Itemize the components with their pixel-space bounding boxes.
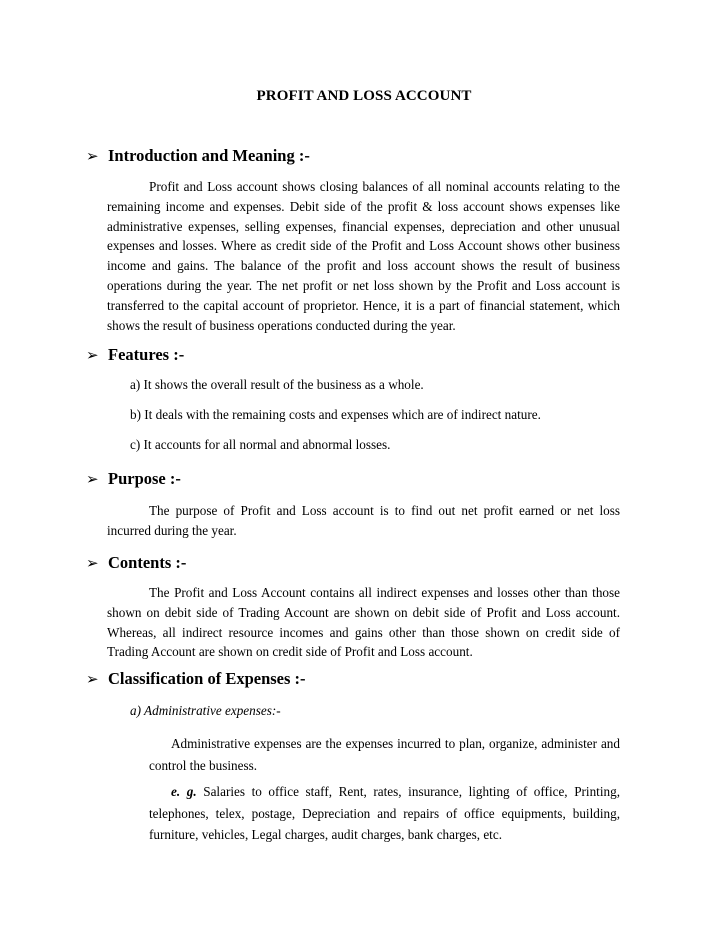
feature-item: c) It accounts for all normal and abnormal losses.	[130, 437, 391, 452]
page-title: PROFIT AND LOSS ACCOUNT	[256, 88, 472, 104]
arrow-bullet-icon: ➢	[86, 672, 99, 688]
section-heading-features	[86, 345, 184, 365]
feature-item: a) It shows the overall result of the business as a whole.	[130, 377, 424, 392]
heading-text: Introduction and Meaning :-	[108, 146, 310, 165]
sub-heading-administrative-expenses: a) Administrative expenses:-	[130, 703, 281, 718]
purpose-paragraph: The purpose of Profit and Loss account is to find out net profit earned or net loss incurred during the year.	[107, 503, 620, 538]
arrow-bullet-icon: ➢	[86, 348, 99, 364]
contents-paragraph: The Profit and Loss Account contains all indirect expenses and losses other than those shown on debit side of Trading Account are shown on debit side of Profit and Loss account. Whereas, all indirect resource incomes and gains other than those shown on credit side of Trading Account are shown on credit side of Profit and Loss account.	[107, 585, 620, 660]
administrative-expenses-example: e. g. Salaries to office staff, Rent, rates, insurance, lighting of office, Printing, telephones, telex, postage, Depreciation and repairs of office equipments, building, furniture, vehicles, Legal charges, audit charges, bank charges, etc.	[149, 784, 620, 843]
heading-text: Contents :-	[108, 553, 187, 572]
section-heading-contents	[86, 553, 186, 573]
heading-text: Features :-	[108, 345, 185, 364]
introduction-paragraph: Profit and Loss account shows closing balances of all nominal accounts relating to the remaining income and expenses. Debit side of the profit & loss account shows expenses like administrative expenses, selling expenses, financial expenses, depreciation and other unusual expenses and losses. Where as credit side of the Profit and Loss Account shows other business income and gains. The balance of the profit and loss account shows the result of business operations during the year. The net profit or net loss shown by the Profit and Loss account is transferred to the capital account of proprietor. Hence, it is a part of financial statement, which shows the result of business operations conducted during the year.	[107, 179, 620, 333]
arrow-bullet-icon: ➢	[86, 556, 99, 572]
section-heading-introduction	[86, 146, 310, 166]
arrow-bullet-icon: ➢	[86, 472, 99, 488]
administrative-expenses-definition: Administrative expenses are the expenses incurred to plan, organize, administer and control the business.	[149, 736, 620, 773]
section-heading-classification	[86, 669, 306, 689]
arrow-bullet-icon: ➢	[86, 149, 99, 165]
example-label: e. g.	[171, 784, 197, 799]
section-heading-purpose	[86, 469, 181, 489]
heading-text: Classification of Expenses :-	[108, 669, 306, 688]
heading-text: Purpose :-	[108, 469, 181, 488]
feature-item: b) It deals with the remaining costs and expenses which are of indirect nature.	[130, 407, 541, 422]
